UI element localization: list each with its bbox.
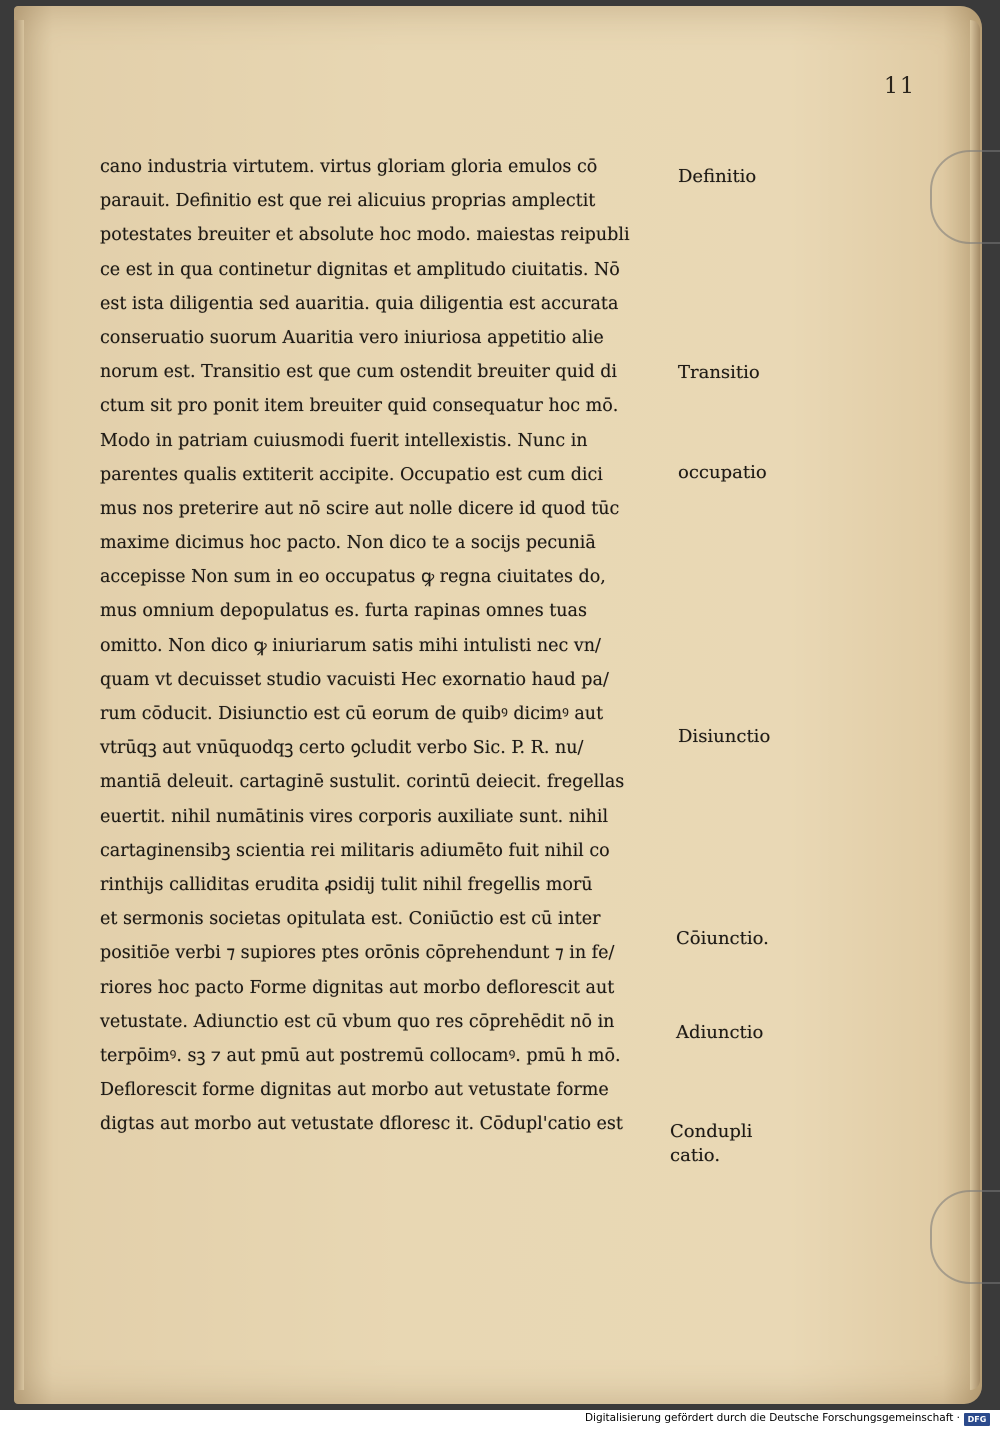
book-clip-top	[930, 150, 1000, 244]
marginal-note-line: catio.	[670, 1145, 721, 1166]
text-line: cano industria virtutem. virtus gloriam gloria emulos cō	[100, 157, 598, 177]
text-line: conseruatio suorum Auaritia vero iniuriosa appetitio alie	[100, 327, 604, 348]
text-line: et sermonis societas opitulata est. Coniūctio est cū inter	[100, 909, 601, 930]
text-line: potestates breuiter et absolute hoc modo. maiestas reipubli	[100, 225, 630, 246]
folio-number: 11	[884, 74, 916, 99]
text-line: vtrūqꝫ aut vnūquodqꝫ certo ꝯcludit verbo Sic. P. R. nu/	[100, 738, 584, 759]
text-line: norum est. Transitio est que cum ostendit breuiter quid di	[100, 362, 618, 383]
marginal-note-line: Condupli	[670, 1121, 753, 1142]
marginal-note-disiunctio: Disiunctio	[678, 726, 771, 747]
text-line: mantiā deleuit. cartaginē sustulit. corintū deiecit. fregellas	[100, 772, 625, 793]
text-line: Modo in patriam cuiusmodi fuerit intellexistis. Nunc in	[100, 430, 588, 451]
marginal-note-conduplicatio	[670, 1120, 752, 1168]
text-line: ctum sit pro ponit item breuiter quid consequatur hoc mō.	[100, 396, 619, 417]
text-line: maxime dicimus hoc pacto. Non dico te a socijs pecuniā	[100, 533, 596, 554]
text-line: riores hoc pacto Forme dignitas aut morbo deflorescit aut	[100, 977, 615, 998]
marginal-note-definitio: Definitio	[678, 166, 757, 187]
text-line: omitto. Non dico ꝙ iniuriarum satis mihi intulisti nec vn/	[100, 635, 601, 656]
text-line: accepisse Non sum in eo occupatus ꝙ regna ciuitates do,	[100, 567, 606, 588]
main-text-block	[100, 150, 670, 1141]
text-line: parauit. Definitio est que rei alicuius proprias amplectit	[100, 191, 596, 212]
text-line: euertit. nihil numātinis vires corporis auxiliate sunt. nihil	[100, 806, 609, 827]
text-line: Deflorescit forme dignitas aut morbo aut vetustate forme	[100, 1080, 609, 1101]
text-line: positiōe verbi ⁊ supiores ptes orōnis cōprehendunt ⁊ in fe/	[100, 943, 615, 964]
text-line: mus omnium depopulatus es. furta rapinas omnes tuas	[100, 601, 587, 622]
text-line: mus nos preterire aut nō scire aut nolle dicere id quod tūc	[100, 498, 620, 519]
text-line: ce est in qua continetur dignitas et amplitudo ciuitatis. Nō	[100, 259, 620, 280]
text-line: est ista diligentia sed auaritia. quia diligentia est accurata	[100, 293, 619, 314]
text-line: terpōimꝰ. sꝫ ⁊ aut pmū aut postremū collocamꝰ. pmū h mō.	[100, 1045, 621, 1066]
marginal-note-occupatio: occupatio	[678, 462, 767, 483]
text-line: rinthijs calliditas erudita ꝓsidij tulit nihil fregellis morū	[100, 874, 593, 895]
text-line: parentes qualis extiterit accipite. Occupatio est cum dici	[100, 464, 603, 485]
text-line: quam vt decuisset studio vacuisti Hec exornatio haud pa/	[100, 669, 609, 690]
dfg-logo: DFG	[964, 1413, 990, 1426]
marginal-note-transitio: Transitio	[678, 362, 760, 383]
marginal-note-coniunctio: Cōiunctio.	[676, 928, 769, 949]
book-clip-bottom	[930, 1190, 1000, 1284]
text-line: cartaginensibꝫ scientia rei militaris adiumēto fuit nihil co	[100, 840, 610, 861]
text-line: vetustate. Adiunctio est cū vbum quo res cōprehēdit nō in	[100, 1011, 615, 1032]
text-line: rum cōducit. Disiunctio est cū eorum de quibꝰ dicimꝰ aut	[100, 704, 604, 724]
marginal-note-adiunctio: Adiunctio	[676, 1022, 764, 1043]
page-edge-left	[14, 20, 24, 1390]
digitization-credit: Digitalisierung gefördert durch die Deutsche Forschungsgemeinschaft ·	[584, 1412, 960, 1424]
text-line: digtas aut morbo aut vetustate dfloresc it. Cōdupl'catio est	[100, 1114, 623, 1135]
